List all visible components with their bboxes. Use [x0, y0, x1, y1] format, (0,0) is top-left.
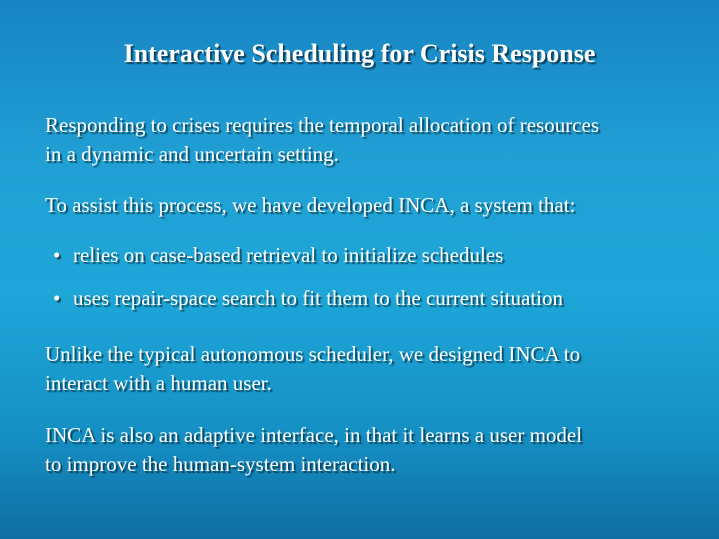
paragraph-human-user: [45, 340, 705, 398]
bullet-text: relies on case-based retrieval to initialize schedules: [73, 243, 504, 267]
paragraph-adaptive-interface: [45, 421, 705, 479]
bullet-text: uses repair-space search to fit them to the current situation: [73, 286, 563, 310]
bullet-item: [53, 241, 703, 270]
paragraph-line: to improve the human-system interaction.: [45, 452, 396, 476]
paragraph-line: Unlike the typical autonomous scheduler, we designed INCA to: [45, 342, 581, 366]
paragraph-line: in a dynamic and uncertain setting.: [45, 142, 339, 166]
bullet-marker: •: [53, 243, 61, 267]
bullet-marker: •: [53, 286, 61, 310]
paragraph-line: INCA is also an adaptive interface, in that it learns a user model: [45, 423, 583, 447]
paragraph-line: Responding to crises requires the temporal allocation of resources: [45, 113, 599, 137]
slide-title: Interactive Scheduling for Crisis Response: [123, 39, 596, 68]
paragraph-line: interact with a human user.: [45, 371, 272, 395]
paragraph-crisis-allocation: [45, 111, 705, 169]
paragraph-inca-intro: To assist this process, we have developed INCA, a system that:: [45, 193, 576, 217]
bullet-item: [53, 284, 703, 313]
